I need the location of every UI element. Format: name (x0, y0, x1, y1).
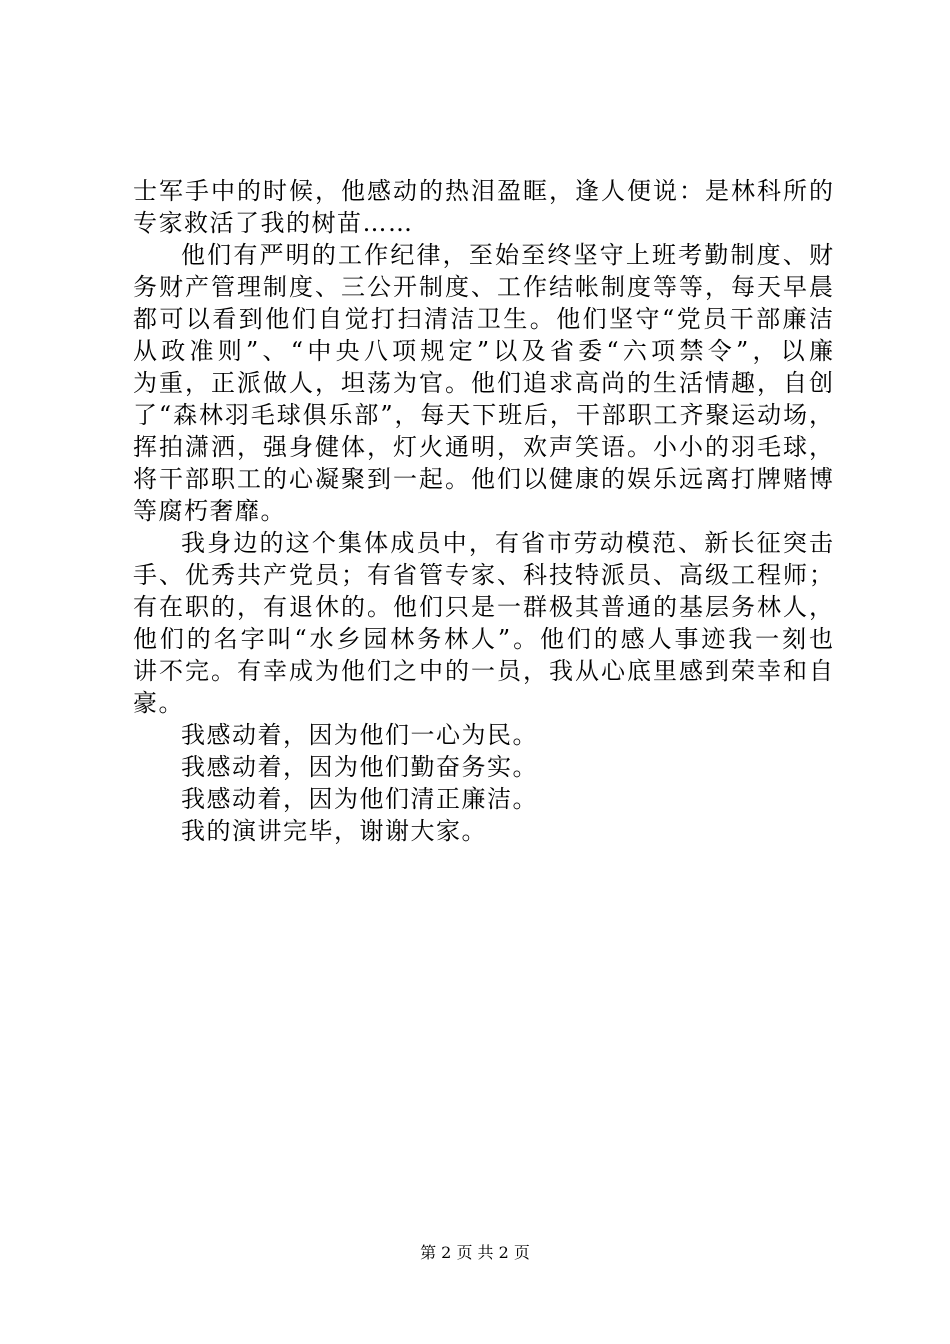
text-line: 手、优秀共产党员；有省管专家、科技特派员、高级工程师； (133, 561, 833, 589)
paragraph-first-line: 我感动着，因为他们一心为民。 (181, 721, 538, 749)
text-line: 为重，正派做人，坦荡为官。他们追求高尚的生活情趣，自创 (133, 369, 833, 397)
text-line: 专家救活了我的树苗…… (133, 209, 414, 237)
text-line: 将干部职工的心凝聚到一起。他们以健康的娱乐远离打牌赌博 (133, 465, 833, 493)
text-line: 他们的名字叫“水乡园林务林人”。他们的感人事迹我一刻也 (133, 625, 833, 653)
page-footer (0, 1243, 950, 1263)
text-line: 了“森林羽毛球俱乐部”，每天下班后，干部职工齐聚运动场， (133, 401, 833, 429)
paragraph-first-line: 我身边的这个集体成员中，有省市劳动模范、新长征突击 (181, 529, 833, 557)
text-line: 都可以看到他们自觉打扫清洁卫生。他们坚守“党员干部廉洁 (133, 305, 833, 333)
text-line: 豪。 (133, 689, 184, 717)
paragraph-first-line: 他们有严明的工作纪律，至始至终坚守上班考勤制度、财 (181, 241, 833, 269)
text-line: 挥拍潇洒，强身健体，灯火通明，欢声笑语。小小的羽毛球， (133, 433, 833, 461)
text-line: 讲不完。有幸成为他们之中的一员，我从心底里感到荣幸和自 (133, 657, 833, 685)
text-line: 士军手中的时候，他感动的热泪盈眶，逢人便说：是林科所的 (133, 177, 833, 205)
paragraph-first-line: 我感动着，因为他们清正廉洁。 (181, 785, 538, 813)
text-line: 从政准则”、“中央八项规定”以及省委“六项禁令”，以廉 (133, 337, 833, 365)
page-number: 第 2 页 共 2 页 (420, 1243, 530, 1262)
paragraph-first-line: 我感动着，因为他们勤奋务实。 (181, 753, 538, 781)
text-line: 等腐朽奢靡。 (133, 497, 286, 525)
paragraph-first-line: 我的演讲完毕，谢谢大家。 (181, 817, 487, 845)
text-line: 有在职的，有退休的。他们只是一群极其普通的基层务林人， (133, 593, 833, 621)
text-line: 务财产管理制度、三公开制度、工作结帐制度等等，每天早晨 (133, 273, 833, 301)
document-body (133, 175, 833, 847)
